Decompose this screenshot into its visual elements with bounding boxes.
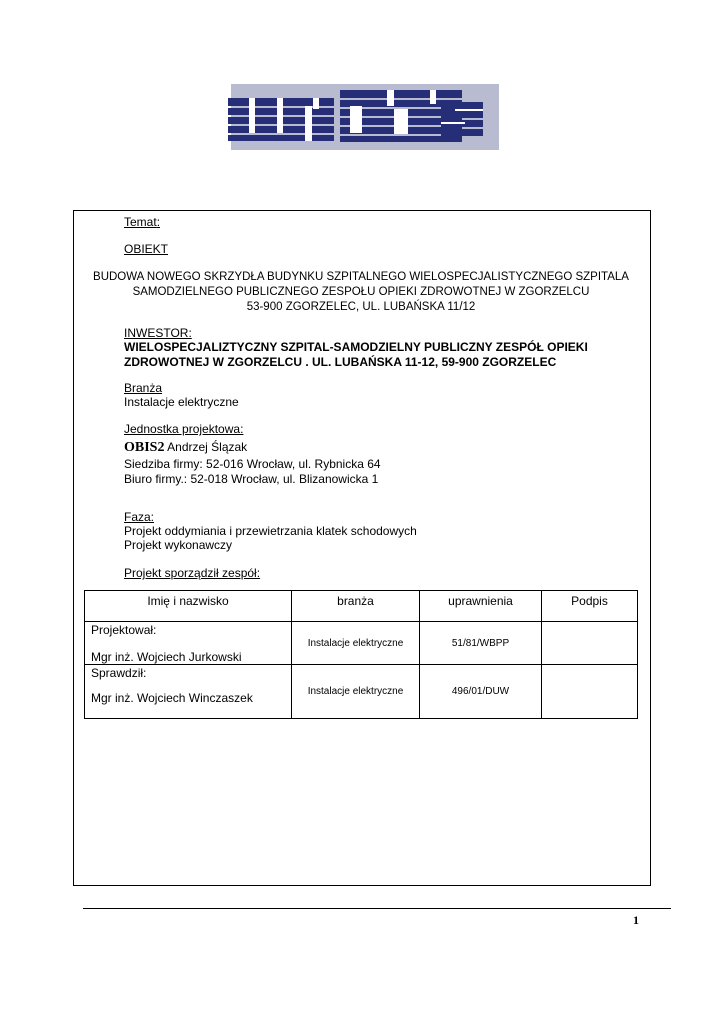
object-label: OBIEKT [124, 242, 169, 256]
name-cell [85, 622, 292, 665]
investor-label: INWESTOR: [124, 326, 192, 340]
name-cell [85, 665, 292, 719]
header-name: Imię i nazwisko [85, 591, 292, 622]
design-unit-label: Jednostka projektowa: [124, 422, 244, 436]
header-license: uprawnienia [420, 591, 542, 622]
industry-value: Instalacje elektryczne [124, 395, 239, 409]
phase-line-1: Projekt oddymiania i przewietrzania klatek schodowych [124, 524, 417, 538]
license-cell: 51/81/WBPP [420, 622, 542, 665]
industry-cell: Instalacje elektryczne [292, 622, 420, 665]
company-owner: Andrzej Ślązak [164, 440, 248, 454]
license-cell: 496/01/DUW [420, 665, 542, 719]
industry-label: Branża [124, 381, 163, 395]
role-text: Sprawdził: [91, 666, 147, 680]
signature-cell [542, 665, 638, 719]
object-line-3: 53-900 ZGORZELEC, UL. LUBAŃSKA 11/12 [246, 301, 476, 313]
investor-line-2: ZDROWOTNEJ W ZGORZELCU . UL. LUBAŃSKA 11-12, 59-900 ZGORZELEC [124, 355, 557, 369]
design-unit-company-line [124, 440, 247, 455]
table-row [85, 622, 638, 665]
object-line-2: SAMODZIELNEGO PUBLICZNEGO ZESPOŁU OPIEKI ZDROWOTNEJ W ZGORZELCU [132, 286, 590, 298]
page-number: 1 [633, 913, 639, 927]
role-text: Projektował: [91, 623, 157, 637]
team-table [84, 590, 638, 719]
person-name: Mgr inż. Wojciech Jurkowski [91, 650, 242, 664]
company-name: OBIS2 [124, 440, 165, 455]
wrobis-logo [205, 78, 505, 152]
header-signature: Podpis [542, 591, 638, 622]
subject-label: Temat: [124, 215, 161, 229]
phase-label: Faza: [124, 510, 155, 524]
industry-cell: Instalacje elektryczne [292, 665, 420, 719]
team-table-header [85, 591, 638, 622]
object-line-1: BUDOWA NOWEGO SKRZYDŁA BUDYNKU SZPITALNEGO WIELOSPECJALISTYCZNEGO SZPITALA [93, 271, 629, 283]
person-name: Mgr inż. Wojciech Winczaszek [91, 691, 253, 705]
phase-line-2: Projekt wykonawczy [124, 538, 233, 552]
team-label: Projekt sporządził zespół: [124, 566, 261, 580]
design-unit-seat: Siedziba firmy: 52-016 Wrocław, ul. Rybnicka 64 [124, 457, 381, 471]
design-unit-office: Biuro firmy.: 52-018 Wrocław, ul. Blizanowicka 1 [124, 472, 379, 486]
table-row [85, 665, 638, 719]
footer-rule [83, 908, 671, 909]
header-industry: branża [292, 591, 420, 622]
investor-line-1: WIELOSPECJALIZTYCZNY SZPITAL-SAMODZIELNY PUBLICZNY ZESPÓŁ OPIEKI [124, 340, 588, 354]
signature-cell [542, 622, 638, 665]
